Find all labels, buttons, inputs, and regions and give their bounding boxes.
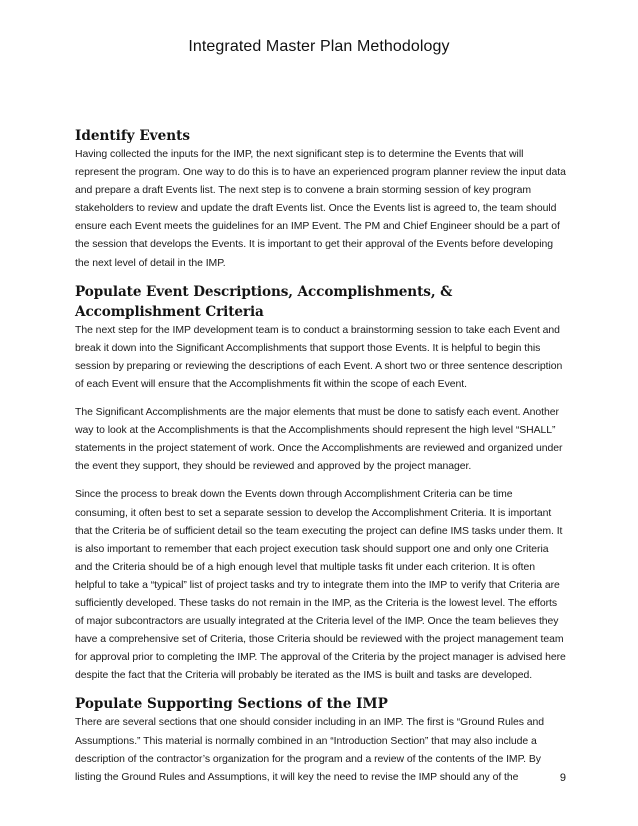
paragraph-identify-events: Having collected the inputs for the IMP, the next significant step is to determine the Events that will represent the program. One way to do this is to have an experienced program planner review the input data and prepare a draft Events list. The next step is to convene a brain storming session of key program stakeholders to review and update the draft Events list. Once the Events list is agreed to, the team should ensure each Event meets the guidelines for an IMP Event. The PM and Chief Engineer should be a part of the session that develops the Events. It is important to get their approval of the Events before developing the next level of detail in the IMP.: [75, 149, 566, 269]
section-heading-supporting-sections: Populate Supporting Sections of the IMP: [75, 696, 388, 713]
section-heading-populate-event-descriptions: Populate Event Descriptions, Accomplishments, & Accomplishment Criteria: [75, 283, 453, 320]
paragraph-populate-intro: The next step for the IMP development team is to conduct a brainstorming session to take each Event and break it down into the Significant Accomplishments that support those Events. It is helpful to begin this session by preparing or reviewing the descriptions of each Event. A short two or three sentence description of each Event will ensure that the Accomplishments fit within the scope of each Event.: [75, 324, 563, 390]
paragraph-supporting-sections: There are several sections that one should consider including in an IMP. The first is “Ground Rules and Assumptions.” This material is normally combined in an “Introduction Section” that may also include a description of the contractor’s organization for the program and a review of the contents of the IMP. By listing the Ground Rules and Assumptions, it will key the need to revise the IMP should any of the: [75, 717, 545, 783]
paragraph-accomplishment-criteria: Since the process to break down the Events down through Accomplishment Criteria can be time consuming, it often best to set a separate session to develop the Accomplishment Criteria. It is important that the Criteria be of sufficient detail so the team executing the project can define IMS tasks under them. It is also important to remember that each project execution task should support one and only one Criteria and the Criteria should be of a high enough level that multiple tasks fit under each criterion. It is often helpful to take a “typical” list of project tasks and try to integrate them into the IMP to verify that Criteria are sufficiently developed. These tasks do not remain in the IMP, as the Criteria is the lowest level. The efforts of major subcontractors are usually integrated at the Criteria level of the IMP. Once the team believes they have a comprehensive set of Criteria, those Criteria should be reviewed with the project management team for approval prior to completing the IMP. The approval of the Criteria by the project manager is advised here despite the fact that the Criteria will probably be iterated as the IMS is built and tasks are developed.: [75, 489, 566, 682]
page-header-title: Integrated Master Plan Methodology: [188, 38, 450, 55]
paragraph-significant-accomplishments: The Significant Accomplishments are the major elements that must be done to satisfy each event. Another way to look at the Accomplishments is that the Accomplishments should represent the high level “SHALL” statements in the project statement of work. Once the Accomplishments are reviewed and organized under the event they support, they should be reviewed and approved by the project manager.: [75, 407, 563, 473]
page-number: 9: [559, 772, 566, 784]
section-heading-identify-events: Identify Events: [75, 128, 191, 144]
document-body: [75, 126, 567, 787]
